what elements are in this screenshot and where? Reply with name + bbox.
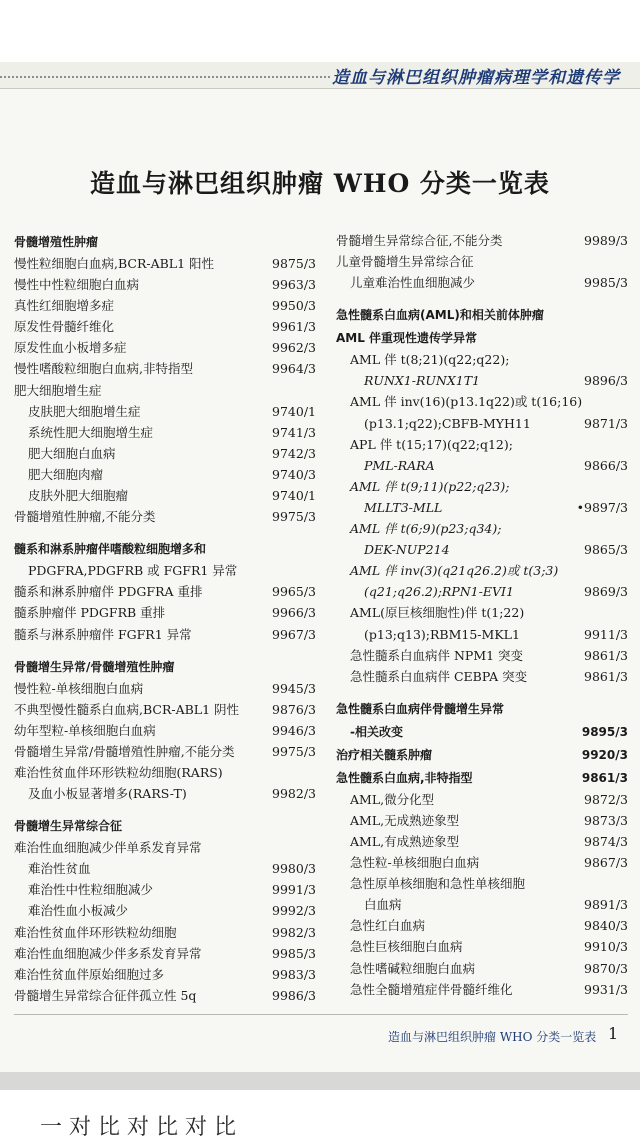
classification-entry [14,699,316,720]
icd-o-code: 9961/3 [272,319,316,335]
entry-label: 皮肤肥大细胞增生症 [28,403,141,419]
classification-entry [336,873,628,894]
classification-entry [336,831,628,852]
entry-label: 治疗相关髓系肿瘤 [336,747,433,762]
entry-label: 儿童难治性血细胞减少 [350,275,476,291]
section-gap [336,293,628,303]
icd-o-code: 9920/3 [581,747,628,762]
icd-o-code: 9982/3 [272,924,316,940]
entry-label: 及血小板显著增多(RARS-T) [28,786,187,802]
entry-label: 髓系肿瘤伴 PDGFRB 重排 [14,605,166,621]
entry-label: AML,微分化型 [350,791,435,807]
top-blank-band [0,0,640,62]
icd-o-code: 9964/3 [272,361,316,377]
entry-label: 慢性粒-单核细胞白血病 [14,680,144,696]
classification-entry [336,624,628,645]
entry-label: 白血病 [364,897,402,913]
entry-label: 慢性中性粒细胞白血病 [14,277,140,293]
footer-title: 造血与淋巴组织肿瘤 WHO 分类一览表 [388,1030,597,1044]
classification-entry [14,879,316,900]
icd-o-code: 9989/3 [584,233,628,248]
entry-label: 原发性血小板增多症 [14,340,127,356]
classification-entry [336,979,628,1000]
classification-entry [14,581,316,602]
classification-entry [336,539,628,560]
classification-entry [14,624,316,645]
next-page-text: 一 对 比 对 比 对 比 [40,1115,236,1136]
entry-label: DEK-NUP214 [364,542,450,558]
classification-entry [336,251,628,272]
entry-label: AML 伴重现性遗传学异常 [336,331,478,346]
icd-o-code: 9983/3 [272,966,316,982]
classification-entry [336,413,628,434]
entry-label: 急性髓系白血病,非特指型 [336,770,473,785]
entry-label: 难治性血细胞减少伴单系发育异常 [14,840,202,856]
icd-o-code: 9872/3 [584,791,628,807]
entry-label: AML,有成熟迹象型 [350,833,460,849]
section-heading [14,655,316,678]
entry-label: AML 伴 t(8;21)(q22;q22); [350,352,510,368]
classification-entry [336,560,628,581]
entry-label: 不典型慢性髓系白血病,BCR-ABL1 阴性 [14,701,240,717]
classification-entry [336,958,628,979]
classification-entry [336,581,628,602]
entry-label: AML(原巨核细胞性)伴 t(1;22) [350,605,525,621]
entry-label: (p13;q13);RBM15-MKL1 [364,626,520,642]
classification-entry [336,645,628,666]
classification-entry [14,337,316,358]
header-dotted-rule [0,76,330,78]
entry-label: 慢性粒细胞白血病,BCR-ABL1 阳性 [14,256,215,271]
section-heading [336,697,628,720]
entry-label: (p13.1;q22);CBFB-MYH11 [364,415,531,431]
classification-entry [14,741,316,762]
icd-o-code: 9965/3 [272,584,316,600]
classification-entry [336,518,628,539]
entry-label: -相关改变 [350,724,403,739]
entry-label: MLLT3-MLL [364,499,443,515]
classification-entry [14,295,316,316]
section-heading [14,230,316,253]
section-heading [14,537,316,560]
classification-entry [14,316,316,337]
classification-entry [336,936,628,957]
classification-entry [336,915,628,936]
section-heading [336,720,628,743]
entry-label: 急性髓系白血病(AML)和相关前体肿瘤 [336,308,544,323]
icd-o-code: 9911/3 [584,626,628,642]
entry-label: AML,无成熟迹象型 [350,812,460,828]
entry-label: 肥大细胞白血病 [28,445,116,461]
icd-o-code: 9985/3 [272,945,316,961]
icd-o-code: 9966/3 [272,605,316,621]
section-heading [336,303,628,326]
icd-o-code: 9740/3 [272,466,316,482]
entry-label: 急性原单核细胞和急性单核细胞 [350,876,526,892]
next-page-fragment [0,1090,640,1136]
icd-o-code: 9962/3 [272,340,316,356]
classification-entry [336,602,628,623]
classification-entry [336,349,628,370]
icd-o-code: 9985/3 [584,275,628,291]
entry-label: 急性粒-单核细胞白血病 [350,855,480,871]
classification-entry [14,783,316,804]
icd-o-code: 9896/3 [584,373,628,389]
icd-o-code: 9861/3 [584,668,628,684]
classification-entry [336,455,628,476]
entry-label: 皮肤外肥大细胞瘤 [28,488,129,504]
icd-o-code: 9876/3 [272,701,316,717]
icd-o-code: 9871/3 [584,415,628,431]
classification-entry [336,852,628,873]
classification-entry [14,602,316,623]
icd-o-code: 9740/1 [272,488,316,504]
icd-o-code: 9870/3 [584,960,628,976]
entry-label: (q21;q26.2);RPN1-EVI1 [364,584,514,600]
entry-label: 急性髓系白血病伴 NPM1 突变 [350,647,524,663]
entry-label: 骨髓增生异常综合征,不能分类 [336,233,503,248]
entry-label: 慢性嗜酸粒细胞白血病,非特指型 [14,361,193,377]
classification-entry [336,391,628,412]
entry-label: RUNX1-RUNX1T1 [364,373,480,389]
entry-label: 系统性肥大细胞增生症 [28,424,154,440]
entry-label: 急性红白血病 [350,918,426,934]
page-title: 造血与淋巴组织肿瘤 WHO 分类一览表 [90,169,550,198]
icd-o-code: 9742/3 [272,445,316,461]
classification-entry [14,985,316,1006]
icd-o-code: 9741/3 [272,424,316,440]
entry-label: APL 伴 t(15;17)(q22;q12); [350,436,513,452]
right-column [336,230,628,1000]
section-gap [14,804,316,814]
icd-o-code: 9867/3 [584,855,628,871]
classification-entry [14,464,316,485]
entry-label: 急性巨核细胞白血病 [350,939,463,955]
section-gap [14,645,316,655]
icd-o-code: 9992/3 [272,903,316,919]
icd-o-code: 9945/3 [272,680,316,696]
entry-label: PDGFRA,PDGFRB 或 FGFR1 异常 [28,563,238,579]
entry-label: AML 伴 inv(16)(p13.1q22)或 t(16;16) [350,394,583,410]
icd-o-code: 9873/3 [584,812,628,828]
classification-entry [336,434,628,455]
entry-label: 髓系与淋系肿瘤伴 FGFR1 异常 [14,626,192,642]
classification-entry [14,858,316,879]
left-column [14,230,316,1006]
classification-entry [336,497,628,518]
icd-o-code: 9910/3 [584,939,628,955]
classification-entry [14,485,316,506]
icd-o-code: 9895/3 [581,724,628,739]
icd-o-code: 9967/3 [272,626,316,642]
entry-label: 髓系和淋系肿瘤伴嗜酸粒细胞增多和 [14,542,207,557]
classification-entry [14,380,316,401]
classification-entry [336,894,628,915]
entry-label: 骨髓增生异常综合征伴孤立性 5q [14,987,197,1003]
icd-o-code: 9874/3 [584,833,628,849]
section-heading [14,814,316,837]
classification-entry [336,810,628,831]
classification-entry [336,272,628,293]
classification-entry [14,253,316,274]
page-number: 1 [608,1024,619,1043]
classification-entry [14,720,316,741]
entry-label: AML 伴 t(6;9)(p23;q34); [350,521,502,537]
icd-o-code: 9991/3 [272,882,316,898]
icd-o-code: 9963/3 [272,277,316,293]
entry-label: 难治性贫血伴环形铁粒幼细胞(RARS) [14,764,223,780]
section-gap [336,687,628,697]
classification-entry [14,422,316,443]
icd-o-code: 9740/1 [272,403,316,419]
entry-label: 骨髓增生异常/骨髓增殖性肿瘤,不能分类 [14,743,235,759]
entry-label: 髓系和淋系肿瘤伴 PDGFRA 重排 [14,584,203,600]
classification-entry [336,230,628,251]
classification-entry [14,922,316,943]
classification-entry [336,666,628,687]
entry-label: 骨髓增殖性肿瘤,不能分类 [14,509,156,525]
entry-label: 急性髓系白血病伴骨髓增生异常 [336,701,505,716]
classification-entry [14,401,316,422]
icd-o-code: 9946/3 [272,722,316,738]
classification-entry [14,506,316,527]
entry-label: 急性髓系白血病伴 CEBPA 突变 [350,668,528,684]
classification-entry [336,789,628,810]
classification-entry [14,560,316,581]
classification-entry [14,274,316,295]
entry-label: 难治性血小板减少 [28,903,129,919]
icd-o-code: 9875/3 [272,256,316,271]
entry-label: 肥大细胞增生症 [14,382,102,398]
entry-label: 肥大细胞肉瘤 [28,466,104,482]
classification-entry [14,964,316,985]
entry-label: 急性嗜碱粒细胞白血病 [350,960,476,976]
section-heading [336,766,628,789]
entry-label: 真性红细胞增多症 [14,298,115,314]
icd-o-code: 9866/3 [584,457,628,473]
icd-o-code: •9897/3 [576,499,628,515]
entry-label: 骨髓增生异常综合征 [14,819,123,834]
classification-entry [14,762,316,783]
entry-label: 儿童骨髓增生异常综合征 [336,254,474,270]
classification-entry [14,678,316,699]
entry-label: 难治性贫血伴环形铁粒幼细胞 [14,924,177,940]
classification-entry [14,443,316,464]
entry-label: 难治性中性粒细胞减少 [28,882,154,898]
entry-label: 原发性骨髓纤维化 [14,319,115,335]
entry-label: 幼年型粒-单核细胞白血病 [14,722,156,738]
entry-label: 骨髓增生异常/骨髓增殖性肿瘤 [14,659,175,674]
icd-o-code: 9861/3 [581,770,628,785]
icd-o-code: 9982/3 [272,786,316,802]
classification-entry [14,358,316,379]
icd-o-code: 9980/3 [272,861,316,877]
icd-o-code: 9869/3 [584,584,628,600]
icd-o-code: 9865/3 [584,542,628,558]
section-heading [336,743,628,766]
entry-label: 急性全髓增殖症伴骨髓纤维化 [350,981,513,997]
entry-label: 难治性贫血 [28,861,91,877]
entry-label: 难治性血细胞减少伴多系发育异常 [14,945,202,961]
book-page [0,62,640,1072]
running-header-title: 造血与淋巴组织肿瘤病理学和遗传学 [332,68,620,88]
running-header [0,62,640,89]
classification-entry [336,476,628,497]
classification-entry [14,900,316,921]
entry-label: 难治性贫血伴原始细胞过多 [14,966,165,982]
icd-o-code: 9950/3 [272,298,316,314]
entry-label: AML 伴 inv(3)(q21q26.2)或 t(3;3) [350,563,559,579]
icd-o-code: 9975/3 [272,743,316,759]
icd-o-code: 9986/3 [272,987,316,1003]
section-heading [336,326,628,349]
classification-entry [14,943,316,964]
icd-o-code: 9861/3 [584,647,628,663]
icd-o-code: 9975/3 [272,509,316,525]
icd-o-code: 9931/3 [584,981,628,997]
icd-o-code: 9840/3 [584,918,628,934]
entry-label: AML 伴 t(9;11)(p22;q23); [350,478,510,494]
section-gap [14,527,316,537]
footer-rule [14,1014,628,1015]
icd-o-code: 9891/3 [584,897,628,913]
entry-label: 骨髓增殖性肿瘤 [14,235,99,249]
classification-entry [336,370,628,391]
entry-label: PML-RARA [364,457,435,473]
classification-entry [14,837,316,858]
